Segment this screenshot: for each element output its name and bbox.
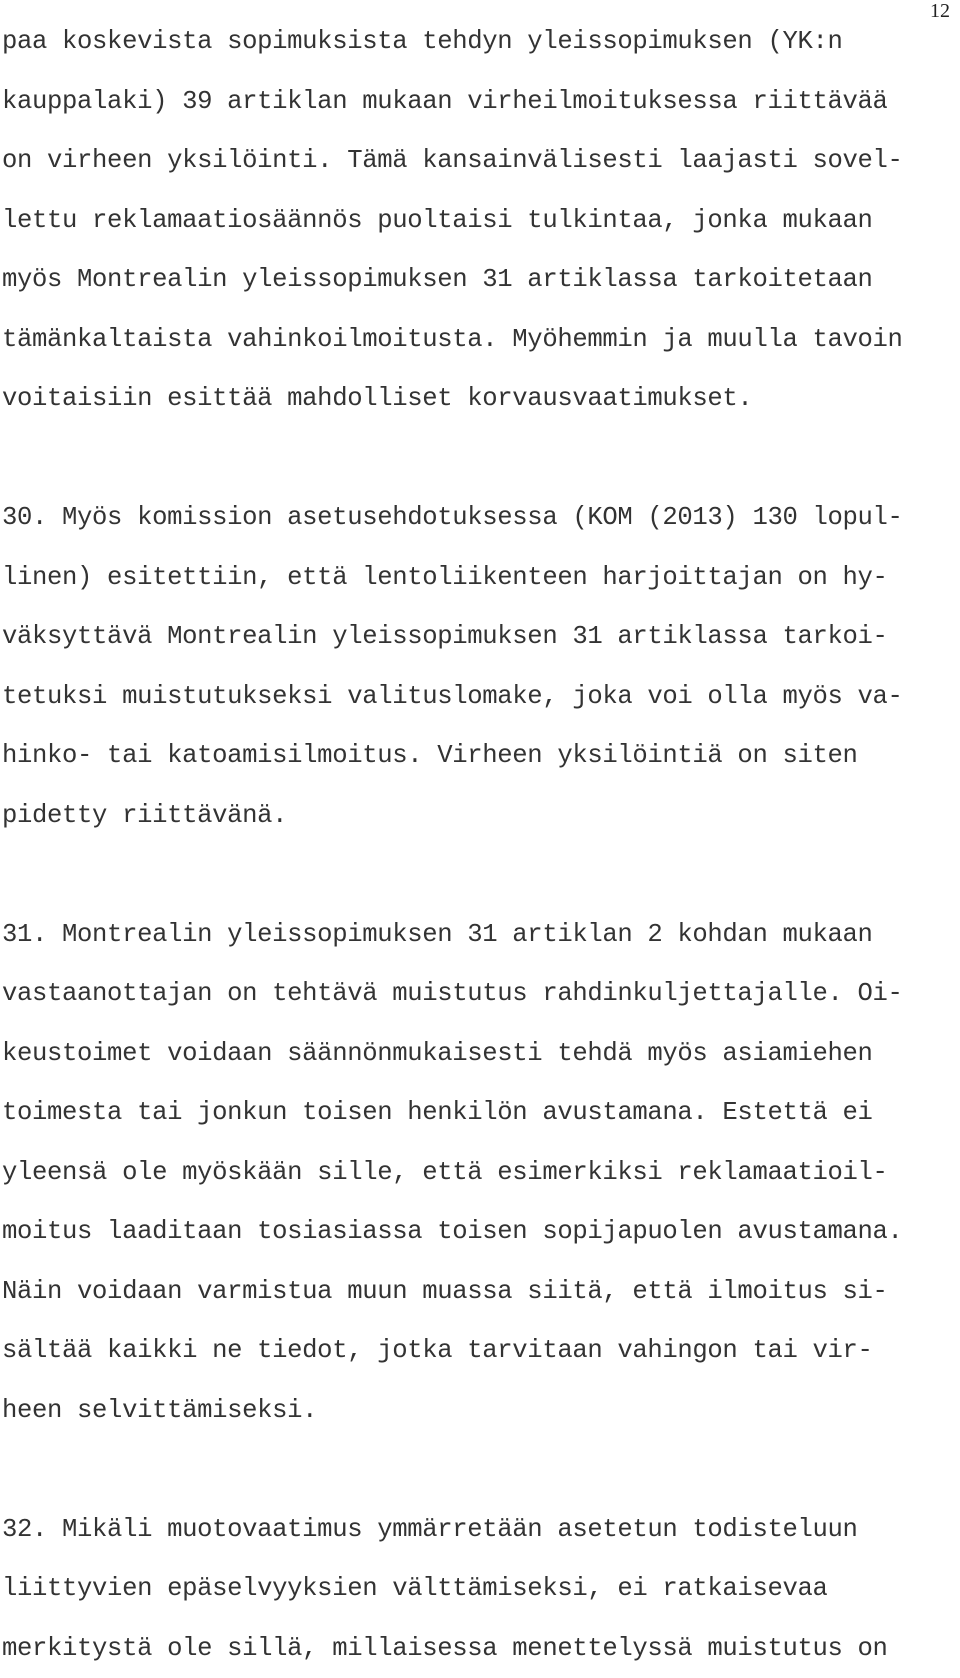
text-line: 32. Mikäli muotovaatimus ymmärretään asetetun todisteluun <box>2 1500 952 1560</box>
text-line: linen) esitettiin, että lentoliikenteen harjoittajan on hy- <box>2 548 952 608</box>
text-line: väksyttävä Montrealin yleissopimuksen 31 artiklassa tarkoi- <box>2 607 952 667</box>
text-line: Näin voidaan varmistua muun muassa siitä, että ilmoitus si- <box>2 1262 952 1322</box>
text-line: 30. Myös komission asetusehdotuksessa (KOM (2013) 130 lopul- <box>2 488 952 548</box>
text-line: yleensä ole myöskään sille, että esimerkiksi reklamaatioil- <box>2 1143 952 1203</box>
paragraph-gap <box>2 845 952 905</box>
text-line: keustoimet voidaan säännönmukaisesti tehdä myös asiamiehen <box>2 1024 952 1084</box>
text-line: myös Montrealin yleissopimuksen 31 artiklassa tarkoitetaan <box>2 250 952 310</box>
paragraph-gap <box>2 429 952 489</box>
paragraph-gap <box>2 1440 952 1500</box>
text-line: merkitystä ole sillä, millaisessa menettelyssä muistutus on <box>2 1619 952 1678</box>
text-line: voitaisiin esittää mahdolliset korvausvaatimukset. <box>2 369 952 429</box>
text-line: tetuksi muistutukseksi valituslomake, joka voi olla myös va- <box>2 667 952 727</box>
text-line: pidetty riittävänä. <box>2 786 952 846</box>
text-line: toimesta tai jonkun toisen henkilön avustamana. Estettä ei <box>2 1083 952 1143</box>
paragraph-31 <box>2 905 952 1441</box>
paragraph-32 <box>2 1500 952 1678</box>
text-line: hinko- tai katoamisilmoitus. Virheen yksilöintiä on siten <box>2 726 952 786</box>
text-line: moitus laaditaan tosiasiassa toisen sopijapuolen avustamana. <box>2 1202 952 1262</box>
text-line: on virheen yksilöinti. Tämä kansainvälisesti laajasti sovel- <box>2 131 952 191</box>
text-line: vastaanottajan on tehtävä muistutus rahdinkuljettajalle. Oi- <box>2 964 952 1024</box>
text-line: sältää kaikki ne tiedot, jotka tarvitaan vahingon tai vir- <box>2 1321 952 1381</box>
page-number: 12 <box>930 0 950 22</box>
text-line: liittyvien epäselvyyksien välttämiseksi, ei ratkaisevaa <box>2 1559 952 1619</box>
text-line: tämänkaltaista vahinkoilmoitusta. Myöhemmin ja muulla tavoin <box>2 310 952 370</box>
text-line: lettu reklamaatiosäännös puoltaisi tulkintaa, jonka mukaan <box>2 191 952 251</box>
page-body <box>2 12 952 1678</box>
text-line: heen selvittämiseksi. <box>2 1381 952 1441</box>
text-line: 31. Montrealin yleissopimuksen 31 artiklan 2 kohdan mukaan <box>2 905 952 965</box>
text-line: paa koskevista sopimuksista tehdyn yleissopimuksen (YK:n <box>2 12 952 72</box>
text-line: kauppalaki) 39 artiklan mukaan virheilmoituksessa riittävää <box>2 72 952 132</box>
paragraph-continuation <box>2 12 952 429</box>
paragraph-30 <box>2 488 952 845</box>
